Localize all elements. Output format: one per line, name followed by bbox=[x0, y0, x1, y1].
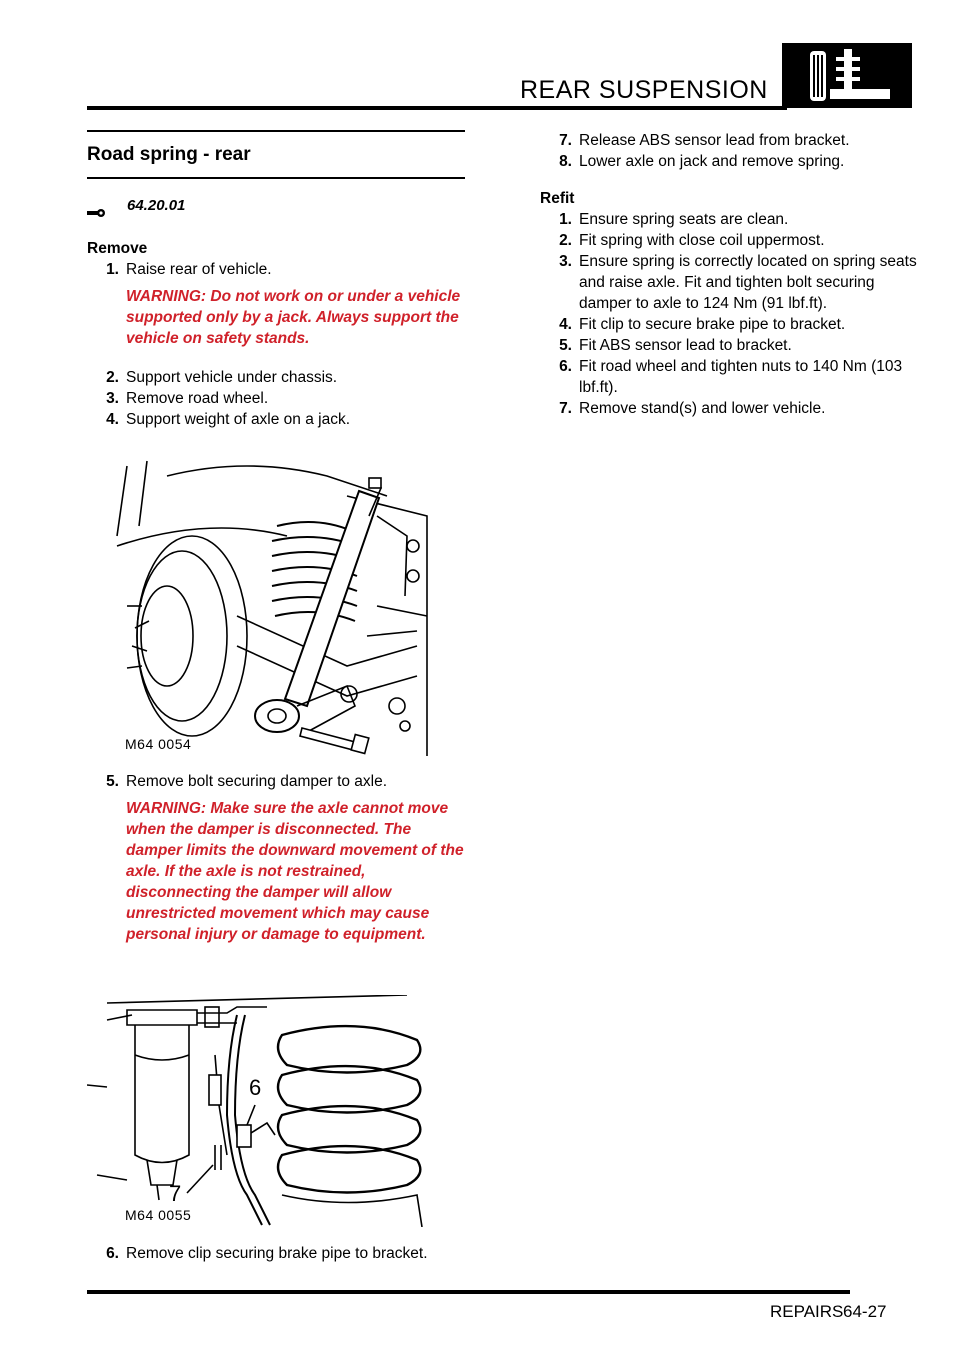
step-text: Fit road wheel and tighten nuts to 140 Nm (103 lbf.ft). bbox=[579, 358, 903, 396]
step-number: 4. bbox=[106, 411, 119, 428]
figure-label: M64 0055 bbox=[125, 1207, 192, 1223]
list-item bbox=[540, 314, 920, 335]
step-text: Fit clip to secure brake pipe to bracket. bbox=[579, 316, 846, 333]
step-number: 2. bbox=[106, 369, 119, 386]
list-item bbox=[87, 771, 465, 792]
step-text: Fit ABS sensor lead to bracket. bbox=[579, 337, 792, 354]
step-number: 1. bbox=[559, 211, 572, 228]
step-number: 5. bbox=[106, 773, 119, 790]
step-text: Support vehicle under chassis. bbox=[126, 369, 338, 386]
operation-code-text: 64.20.01 bbox=[127, 197, 186, 214]
left-column bbox=[87, 130, 465, 1264]
step-number: 5. bbox=[559, 337, 572, 354]
step-text: Remove clip securing brake pipe to bracket. bbox=[126, 1245, 428, 1262]
suspension-icon bbox=[782, 43, 912, 108]
list-item bbox=[87, 1243, 465, 1264]
step-number: 3. bbox=[559, 253, 572, 270]
list-item bbox=[87, 259, 465, 280]
header-rule bbox=[87, 106, 787, 110]
right-column bbox=[540, 130, 920, 419]
step-number: 4. bbox=[559, 316, 572, 333]
step-number: 7. bbox=[559, 132, 572, 149]
step-number: 8. bbox=[559, 153, 572, 170]
page-number: 64-27 bbox=[843, 1302, 887, 1321]
step-text: Remove bolt securing damper to axle. bbox=[126, 773, 388, 790]
figure-label: M64 0054 bbox=[125, 736, 192, 752]
warning-text: WARNING: Do not work on or under a vehicle supported only by a jack. Always support the vehicle on safety stands. bbox=[126, 288, 461, 347]
list-item bbox=[87, 367, 465, 388]
figure-brake-pipe bbox=[87, 995, 437, 1227]
step-text: Remove road wheel. bbox=[126, 390, 269, 407]
step-number: 3. bbox=[106, 390, 119, 407]
list-item bbox=[540, 356, 920, 398]
list-item bbox=[87, 409, 465, 430]
figure-damper-axle bbox=[87, 456, 437, 761]
title-rule-top bbox=[87, 130, 465, 132]
step-number: 7. bbox=[559, 400, 572, 417]
footer-rule bbox=[87, 1290, 850, 1294]
step-number: 6. bbox=[106, 1245, 119, 1262]
step-number: 6. bbox=[559, 358, 572, 375]
operation-code bbox=[87, 195, 465, 216]
list-item bbox=[540, 251, 920, 314]
step-text: Fit spring with close coil uppermost. bbox=[579, 232, 825, 249]
section-header-title: REAR SUSPENSION bbox=[520, 76, 768, 104]
footer-section-name: REPAIRS bbox=[770, 1302, 844, 1321]
step-text: Remove stand(s) and lower vehicle. bbox=[579, 400, 826, 417]
step-number: 2. bbox=[559, 232, 572, 249]
list-item bbox=[540, 209, 920, 230]
callout-7: 7 bbox=[169, 1181, 182, 1206]
refit-heading: Refit bbox=[540, 190, 575, 207]
remove-heading: Remove bbox=[87, 240, 148, 257]
step-text: Support weight of axle on a jack. bbox=[126, 411, 351, 428]
step-number: 1. bbox=[106, 261, 119, 278]
warning-text: WARNING: Make sure the axle cannot move when the damper is disconnected. The damper limits the downward movement of the axle. If the axle is not restrained, disconnecting the damper will allow unrestricted movement which may cause personal injury or damage to equipment. bbox=[126, 800, 464, 943]
title-rule-bottom bbox=[87, 177, 465, 179]
step-text: Raise rear of vehicle. bbox=[126, 261, 272, 278]
wrench-icon bbox=[87, 202, 105, 210]
list-item bbox=[87, 388, 465, 409]
list-item bbox=[540, 230, 920, 251]
list-item bbox=[540, 151, 920, 172]
list-item bbox=[540, 130, 920, 151]
list-item bbox=[540, 398, 920, 419]
step-text: Lower axle on jack and remove spring. bbox=[579, 153, 845, 170]
list-item bbox=[540, 335, 920, 356]
page-title: Road spring - rear bbox=[87, 144, 251, 165]
step-text: Ensure spring seats are clean. bbox=[579, 211, 789, 228]
step-text: Ensure spring is correctly located on spring seats and raise axle. Fit and tighten bolt securing damper to axle to 124 Nm (91 lbf.ft). bbox=[579, 253, 917, 312]
step-text: Release ABS sensor lead from bracket. bbox=[579, 132, 850, 149]
callout-6: 6 bbox=[249, 1075, 262, 1100]
